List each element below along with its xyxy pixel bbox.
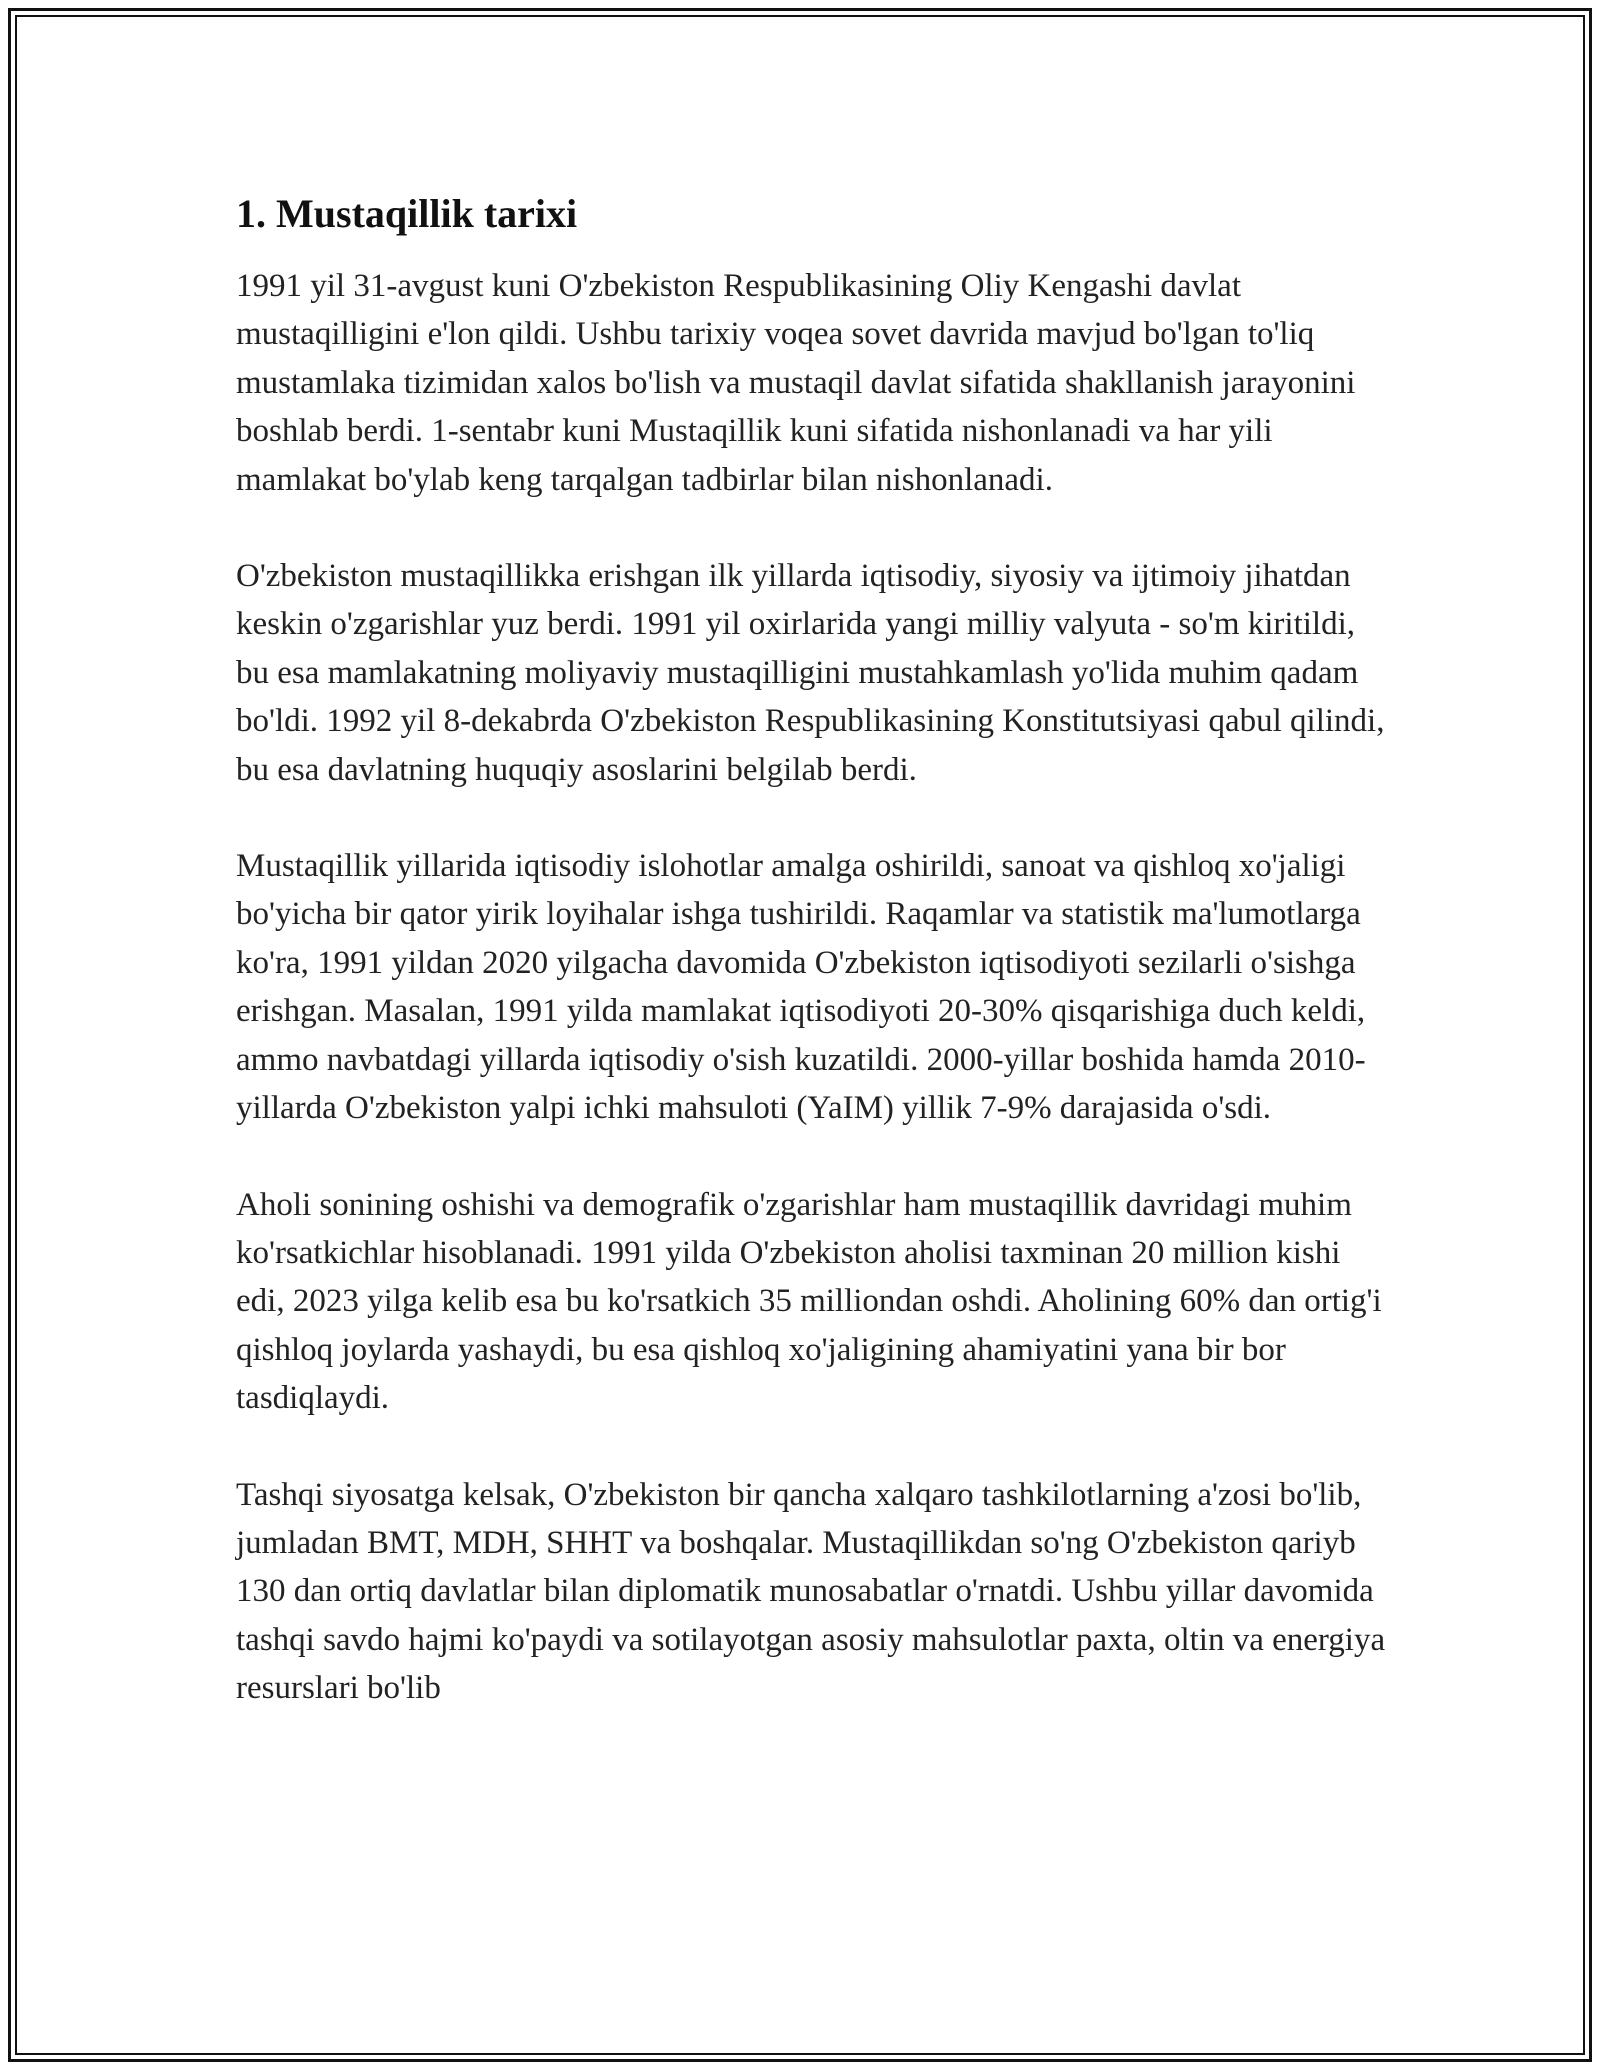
section-title: 1. Mustaqillik tarixi <box>236 191 578 236</box>
paragraph-5: Tashqi siyosatga kelsak, O'zbekiston bir qancha xalqaro tashkilotlarning a'zosi bo'lib, jumladan BMT, MDH, SHHT va boshqalar. Mustaqillikdan so'ng O'zbekiston qariyb 130 dan ortiq davlatlar bilan diplomatik munosabatlar o'rnatdi. Ushbu yillar davomida tashqi savdo hajmi ko'paydi va sotilayotgan asosiy mahsulotlar paxta, oltin va energiya resurslari bo'lib <box>236 1476 1386 1707</box>
document-page <box>236 186 1386 1761</box>
paragraph-1: 1991 yil 31-avgust kuni O'zbekiston Respublikasining Oliy Kengashi davlat mustaqilligini e'lon qildi. Ushbu tarixiy voqea sovet davrida mavjud bo'lgan to'liq mustamlaka tizimidan xalos bo'lish va mustaqil davlat sifatida shakllanish jarayonini boshlab berdi. 1-sentabr kuni Mustaqillik kuni sifatida nishonlanadi va har yili mamlakat bo'ylab keng tarqalgan tadbirlar bilan nishonlanadi. <box>236 268 1356 498</box>
paragraph-4: Aholi sonining oshishi va demografik o'zgarishlar ham mustaqillik davridagi muhim ko'rsatkichlar hisoblanadi. 1991 yilda O'zbekiston aholisi taxminan 20 million kishi edi, 2023 yilga kelib esa bu ko'rsatkich 35 milliondan oshdi. Aholining 60% dan ortig'i qishloq joylarda yashaydi, bu esa qishloq xo'jaligining ahamiyatini yana bir bor tasdiqlaydi. <box>236 1186 1382 1417</box>
paragraph-2: O'zbekiston mustaqillikka erishgan ilk yillarda iqtisodiy, siyosiy va ijtimoiy jihatdan keskin o'zgarishlar yuz berdi. 1991 yil oxirlarida yangi milliy valyuta - so'm kiritildi, bu esa mamlakatning moliyaviy mustaqilligini mustahkamlash yo'lida muhim qadam bo'ldi. 1992 yil 8-dekabrda O'zbekiston Respublikasining Konstitutsiyasi qabul qilindi, bu esa davlatning huquqiy asoslarini belgilab berdi. <box>236 558 1385 788</box>
paragraph-3: Mustaqillik yillarida iqtisodiy islohotlar amalga oshirildi, sanoat va qishloq xo'jaligi bo'yicha bir qator yirik loyihalar ishga tushirildi. Raqamlar va statistik ma'lumotlarga ko'ra, 1991 yildan 2020 yilgacha davomida O'zbekiston iqtisodiyoti sezilarli o'sishga erishgan. Masalan, 1991 yilda mamlakat iqtisodiyoti 20-30% qisqarishiga duch keldi, ammo navbatdagi yillarda iqtisodiy o'sish kuzatildi. 2000-yillar boshida hamda 2010-yillarda O'zbekiston yalpi ichki mahsuloti (YaIM) yillik 7-9% darajasida o'sdi. <box>236 848 1366 1127</box>
